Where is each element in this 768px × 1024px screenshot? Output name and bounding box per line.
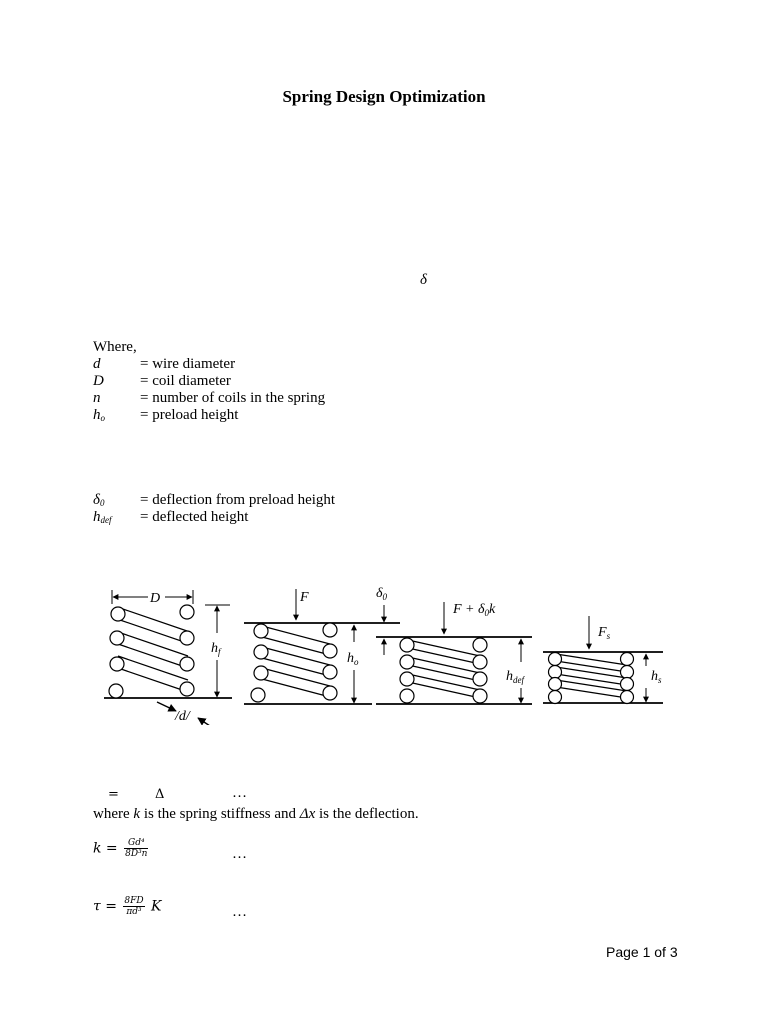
wire-section <box>473 689 487 703</box>
eq2-fraction: $\frac{\text{Gd⁴}}{\text{8D³n}}$ <box>125 838 148 859</box>
page-number: Page 1 of 3 <box>606 944 678 960</box>
coil-bar <box>408 640 480 656</box>
label-D: D <box>150 591 161 606</box>
definition-hdef: = deflected height <box>140 509 249 525</box>
eq3-fraction: $\frac{8FD}{\text{πd³}}$ <box>124 896 144 917</box>
coil-bar <box>262 679 330 697</box>
wire-section <box>473 638 487 652</box>
wire-section <box>180 605 194 619</box>
wire-section <box>621 678 634 691</box>
page-title: Spring Design Optimization <box>282 87 486 106</box>
coil-bar <box>262 668 330 686</box>
wire-section <box>109 684 123 698</box>
wire-section <box>251 688 265 702</box>
coil-bar <box>262 637 330 655</box>
label-d: /d/ <box>175 709 190 724</box>
wire-section <box>400 655 414 669</box>
where-label: Where, <box>93 339 137 355</box>
delta-symbol: δ <box>420 272 427 288</box>
coil-bar <box>556 661 627 672</box>
symbol-d: d <box>93 356 101 372</box>
coil-bar <box>262 647 330 665</box>
coil-bar <box>408 665 480 681</box>
wire-section <box>473 672 487 686</box>
eq2-number: … <box>232 846 247 862</box>
coil-bar <box>556 674 627 685</box>
coil-bar <box>408 674 480 690</box>
definition-delta0: = deflection from preload height <box>140 492 336 508</box>
label-F-plus-delta-k: $F + \delta_0k$ <box>453 602 496 618</box>
label-Fs: $F_s$ <box>598 625 611 641</box>
label-hs: $h_s$ <box>651 669 662 685</box>
wire-section <box>621 691 634 704</box>
spring-diagram <box>0 575 768 725</box>
coil-bar <box>118 668 188 692</box>
d-wire-arrow-right <box>198 718 213 725</box>
eq1-note: where k is the spring stiffness and Δx is the deflection. <box>93 806 419 822</box>
wire-section <box>621 653 634 666</box>
coil-bar <box>408 657 480 673</box>
wire-section <box>180 682 194 696</box>
wire-section <box>180 631 194 645</box>
symbol-hdef: $h_{def}$ <box>93 509 112 525</box>
wire-section <box>549 653 562 666</box>
wire-section <box>549 678 562 691</box>
eq3-expression: τ = $\frac{8FD}{\text{πd³}}$ K <box>93 896 162 917</box>
wire-section <box>549 691 562 704</box>
eq2-expression: k = $\frac{\text{Gd⁴}}{\text{8D³n}}$ <box>93 838 148 859</box>
symbol-D: D <box>93 373 104 389</box>
definition-D: = coil diameter <box>140 373 231 389</box>
definition-ho: = preload height <box>140 407 239 423</box>
wire-section <box>254 645 268 659</box>
eq1-delta: Δ <box>155 787 165 802</box>
coil-bar <box>262 626 330 644</box>
coil-bar <box>118 656 188 680</box>
spring-preload <box>244 589 400 704</box>
eq3-number: … <box>232 904 247 920</box>
symbol-delta0: $\delta_0$ <box>93 492 105 508</box>
coil-bar <box>120 620 190 644</box>
label-hf: $h_f$ <box>211 641 221 657</box>
wire-section <box>254 666 268 680</box>
symbol-n: n <box>93 390 101 406</box>
wire-section <box>323 644 337 658</box>
wire-section <box>473 655 487 669</box>
spring-deflected <box>376 602 532 704</box>
coil-bar <box>408 682 480 698</box>
definition-d: = wire diameter <box>140 356 236 372</box>
coil-bar <box>118 632 188 656</box>
wire-section <box>111 607 125 621</box>
wire-section <box>110 657 124 671</box>
wire-section <box>110 631 124 645</box>
wire-section <box>254 624 268 638</box>
label-F: F <box>300 590 309 605</box>
wire-section <box>400 672 414 686</box>
spring-free <box>104 590 232 725</box>
coil-bar <box>556 654 627 665</box>
label-ho: $h_o$ <box>347 651 359 667</box>
wire-section <box>323 623 337 637</box>
coil-bar <box>408 648 480 664</box>
wire-section <box>621 666 634 679</box>
label-delta0: $\delta_0$ <box>376 586 388 602</box>
eq1-equals: = <box>108 787 119 802</box>
definition-n: = number of coils in the spring <box>140 390 326 406</box>
wire-section <box>180 657 194 671</box>
wire-section <box>549 666 562 679</box>
coil-bar <box>262 658 330 676</box>
wire-section <box>400 689 414 703</box>
wire-section <box>400 638 414 652</box>
wire-section <box>323 665 337 679</box>
label-hdef: $h_{def}$ <box>506 669 524 685</box>
coil-bar <box>118 644 188 668</box>
coil-bar <box>556 667 627 678</box>
eq1-number: … <box>232 785 247 801</box>
d-wire-arrow-left <box>157 702 176 711</box>
coil-bar <box>556 687 627 698</box>
symbol-ho: $h_o$ <box>93 407 105 423</box>
wire-section <box>323 686 337 700</box>
coil-bar <box>556 680 627 691</box>
